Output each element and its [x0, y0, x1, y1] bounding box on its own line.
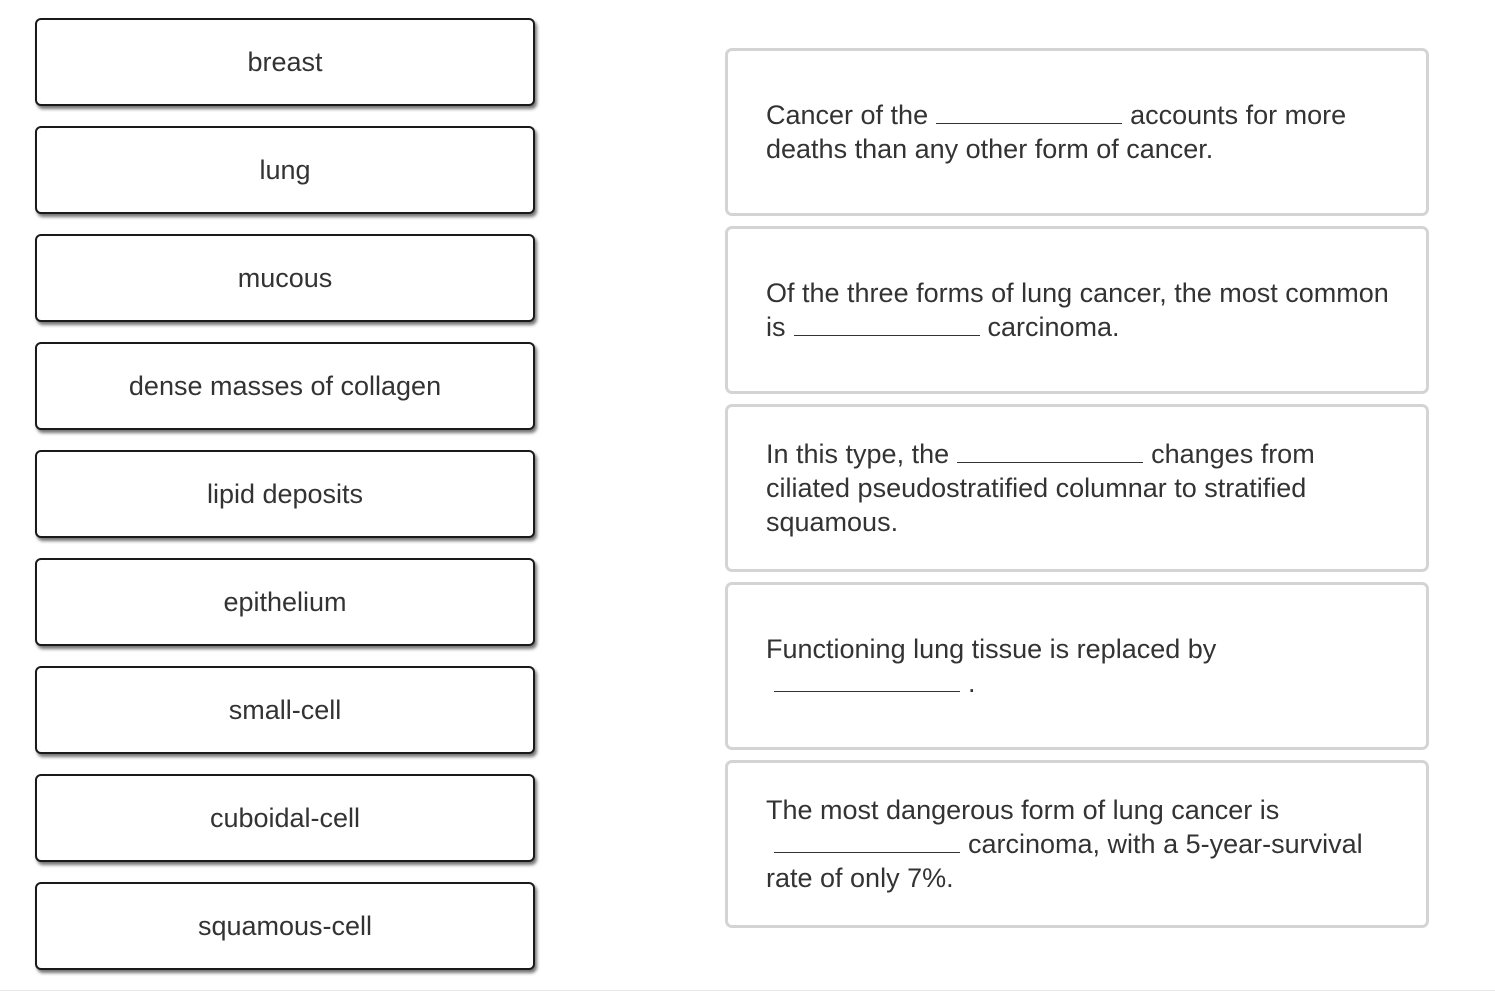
statement-text — [766, 276, 1390, 344]
statement-drop-target-2[interactable] — [725, 226, 1429, 394]
answer-blank[interactable] — [794, 313, 980, 336]
choice-label: small-cell — [228, 694, 342, 725]
bottom-divider — [0, 990, 1495, 991]
statement-text — [766, 98, 1390, 166]
statement-text-after: changes from ciliated pseudostratified columnar to stratified squamous. — [766, 439, 1315, 537]
statement-text-after: carcinoma, with a 5-year-survival rate of only 7%. — [766, 829, 1363, 893]
choice-label: lipid deposits — [206, 478, 364, 509]
statement-text-before: In this type, the — [766, 439, 950, 469]
choice-epithelium[interactable] — [35, 558, 535, 646]
statement-text — [766, 632, 1390, 700]
choice-small-cell[interactable] — [35, 666, 535, 754]
choice-squamous-cell[interactable] — [35, 882, 535, 970]
statement-text — [766, 437, 1390, 539]
answer-blank[interactable] — [774, 669, 960, 692]
choice-label: dense masses of collagen — [128, 370, 442, 401]
statement-text-after: accounts for more deaths than any other form of cancer. — [766, 100, 1347, 164]
answer-blank[interactable] — [936, 101, 1122, 124]
statement-text-before: The most dangerous form of lung cancer is — [766, 795, 1280, 825]
statement-drop-target-5[interactable] — [725, 760, 1429, 928]
statement-text-after: carcinoma. — [987, 312, 1120, 342]
choice-lung[interactable] — [35, 126, 535, 214]
answer-blank[interactable] — [957, 440, 1143, 463]
answer-blank[interactable] — [774, 830, 960, 853]
choice-label: lung — [259, 154, 311, 185]
answer-choices-list — [35, 18, 535, 970]
choice-cuboidal-cell[interactable] — [35, 774, 535, 862]
statement-drop-target-4[interactable] — [725, 582, 1429, 750]
choice-label: squamous-cell — [197, 910, 373, 941]
choice-lipid-deposits[interactable] — [35, 450, 535, 538]
statement-drop-target-1[interactable] — [725, 48, 1429, 216]
statement-text-before: Of the three forms of lung cancer, the most common is — [766, 278, 1389, 342]
statement-text — [766, 793, 1390, 895]
choice-label: cuboidal-cell — [209, 802, 361, 833]
statement-text-after: . — [968, 668, 976, 698]
choice-label: breast — [247, 46, 323, 77]
statement-text-before: Cancer of the — [766, 100, 929, 130]
choice-breast[interactable] — [35, 18, 535, 106]
choice-label: epithelium — [223, 586, 347, 617]
choice-dense-masses-of-collagen[interactable] — [35, 342, 535, 430]
statement-targets-list — [725, 48, 1429, 938]
statement-text-before: Functioning lung tissue is replaced by — [766, 634, 1217, 664]
choice-mucous[interactable] — [35, 234, 535, 322]
statement-drop-target-3[interactable] — [725, 404, 1429, 572]
choice-label: mucous — [237, 262, 333, 293]
